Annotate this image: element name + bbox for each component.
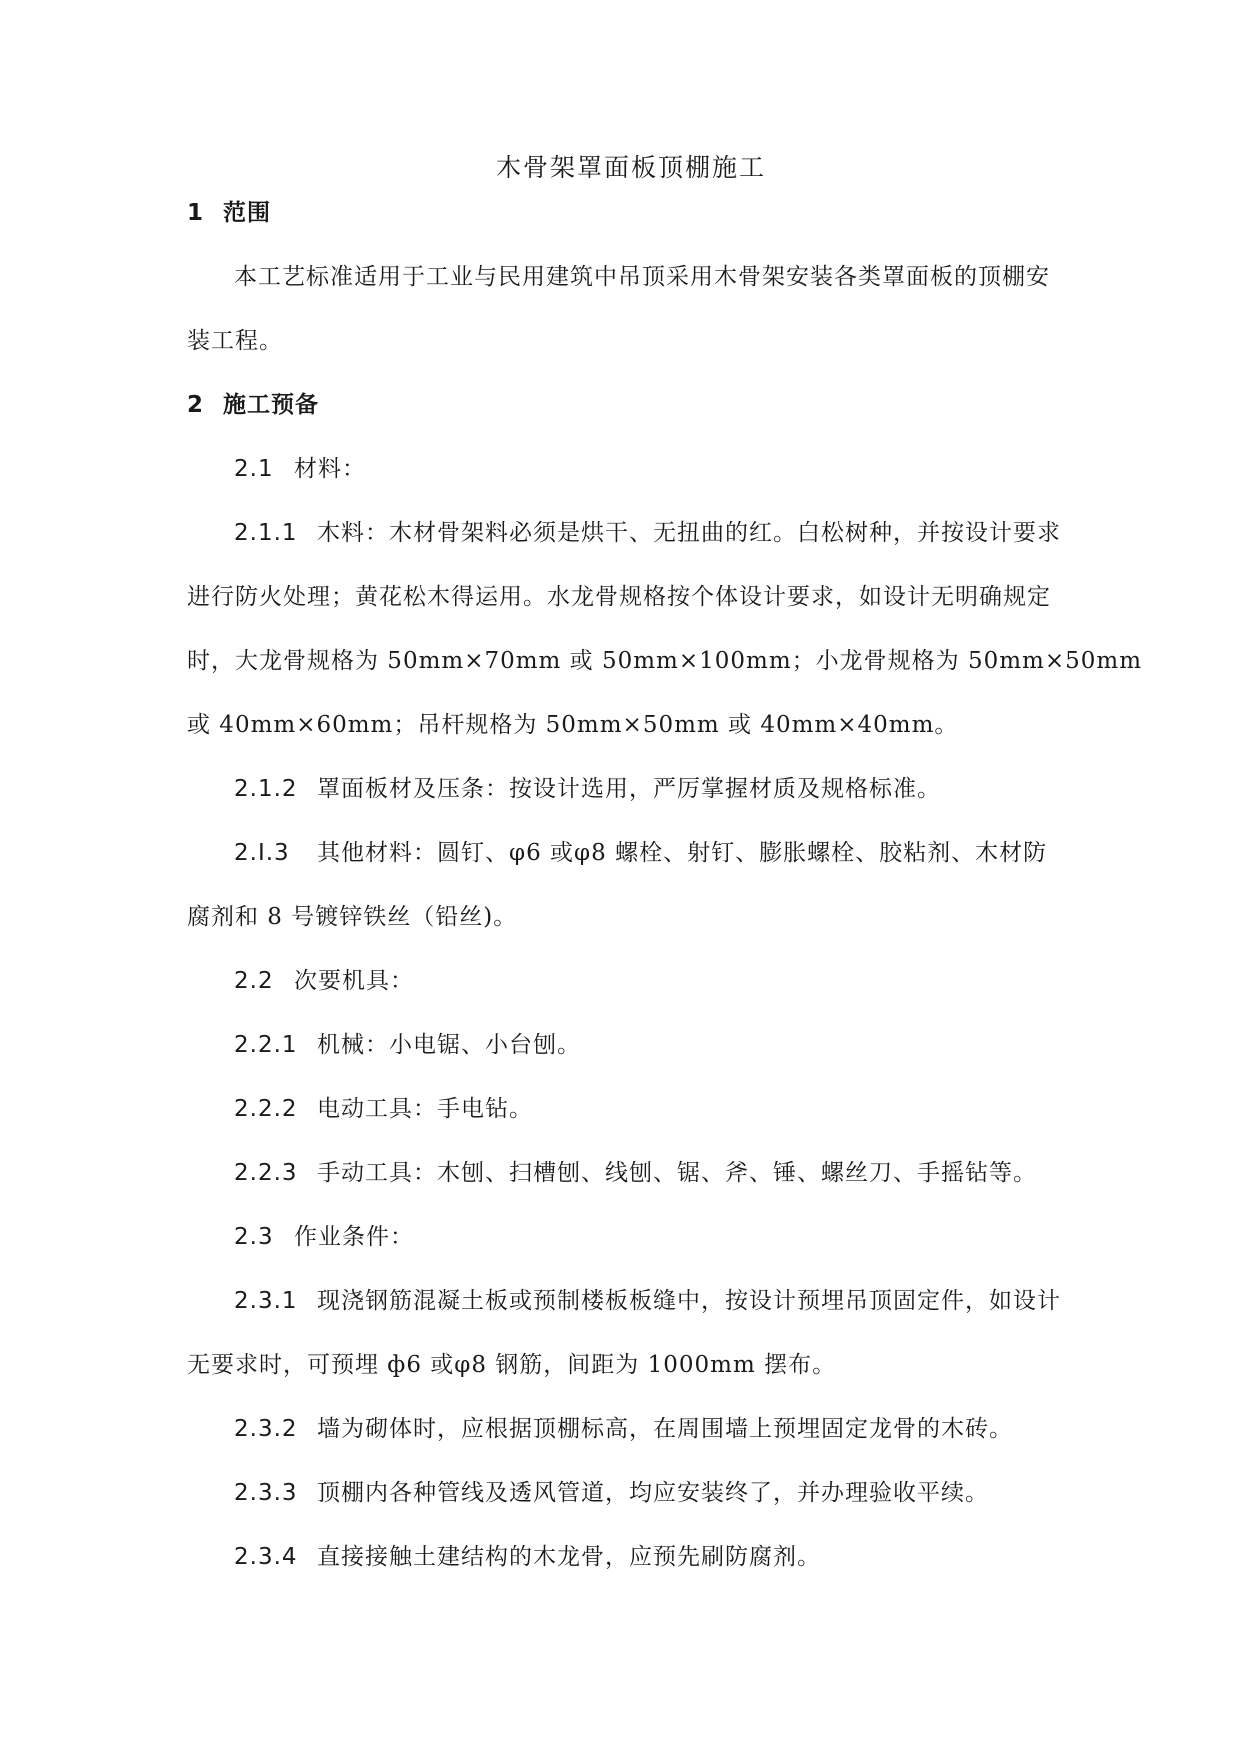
clause-number: 2.3 [234,1224,274,1250]
clause-number: 2.2.2 [234,1096,298,1122]
clause-number: 2.3.3 [234,1480,298,1506]
clause-2-1-3 [234,837,1047,869]
clause-number: 2.3.1 [234,1288,298,1314]
clause-text: 现浇钢筋混凝土板或预制楼板板缝中，按设计预埋吊顶固定件，如设计 [317,1288,1061,1314]
clause-2-3-1 [234,1285,1061,1317]
clause-number: 2.1 [234,456,274,482]
paragraph-line: 腐剂和 8 号镀锌铁丝（铅丝)。 [187,904,518,930]
clause-number: 2.3.4 [234,1544,298,1570]
clause-text: 电动工具：手电钻。 [317,1096,533,1122]
clause-2-3-4 [234,1541,821,1573]
section-title: 施工预备 [223,392,319,418]
clause-text: 作业条件： [294,1224,414,1250]
subsection-2-1 [234,453,366,485]
clause-text: 机械：小电锯、小台刨。 [317,1032,581,1058]
section-2-heading [187,389,319,421]
clause-text: 其他材料：圆钉、φ6 或φ8 螺栓、射钉、膨胀螺栓、胶粘剂、木材防 [317,840,1048,866]
document-title: 木骨架罩面板顶棚施工 [496,153,767,182]
clause-text: 罩面板材及压条：按设计选用，严厉掌握材质及规格标准。 [317,776,941,802]
section-1-heading [187,197,271,229]
clause-2-2-1 [234,1029,581,1061]
clause-number: 2.2 [234,968,274,994]
clause-2-3-2 [234,1413,1013,1445]
paragraph-line: 本工艺标准适用于工业与民用建筑中吊顶采用木骨架安装各类罩面板的顶棚安 [234,264,1050,290]
clause-2-2-3 [234,1157,1037,1189]
subsection-2-3 [234,1221,414,1253]
clause-number: 2.1.1 [234,520,298,546]
paragraph-line: 进行防火处理；黄花松木得运用。水龙骨规格按个体设计要求，如设计无明确规定 [187,584,1051,610]
clause-text: 直接接触土建结构的木龙骨，应预先刷防腐剂。 [317,1544,821,1570]
clause-number: 2.3.2 [234,1416,298,1442]
clause-2-2-2 [234,1093,533,1125]
section-number: 1 [187,200,205,226]
clause-text: 次要机具： [294,968,414,994]
clause-2-1-2 [234,773,941,805]
clause-text: 木料：木材骨架料必须是烘干、无扭曲的红。白松树种，并按设计要求 [317,520,1061,546]
paragraph-line: 或 40mm×60mm；吊杆规格为 50mm×50mm 或 40mm×40mm。 [187,712,959,738]
clause-text: 顶棚内各种管线及透风管道，均应安装终了，并办理验收平续。 [317,1480,989,1506]
clause-number: 2.1.2 [234,776,298,802]
section-number: 2 [187,392,205,418]
clause-2-1-1 [234,517,1061,549]
clause-text: 材料： [294,456,366,482]
subsection-2-2 [234,965,414,997]
clause-number: 2.2.1 [234,1032,298,1058]
paragraph-line: 无要求时，可预埋 ф6 或φ8 钢筋，间距为 1000mm 摆布。 [187,1352,837,1378]
paragraph-line: 装工程。 [187,328,283,354]
clause-number: 2.2.3 [234,1160,298,1186]
clause-number: 2.I.3 [234,840,290,866]
section-title: 范围 [223,200,271,226]
paragraph-line: 时，大龙骨规格为 50mm×70mm 或 50mm×100mm；小龙骨规格为 50mm×50mm [187,648,1143,674]
clause-2-3-3 [234,1477,989,1509]
clause-text: 手动工具：木刨、扫槽刨、线刨、锯、斧、锤、螺丝刀、手摇钻等。 [317,1160,1037,1186]
clause-text: 墙为砌体时，应根据顶棚标高，在周围墙上预埋固定龙骨的木砖。 [317,1416,1013,1442]
